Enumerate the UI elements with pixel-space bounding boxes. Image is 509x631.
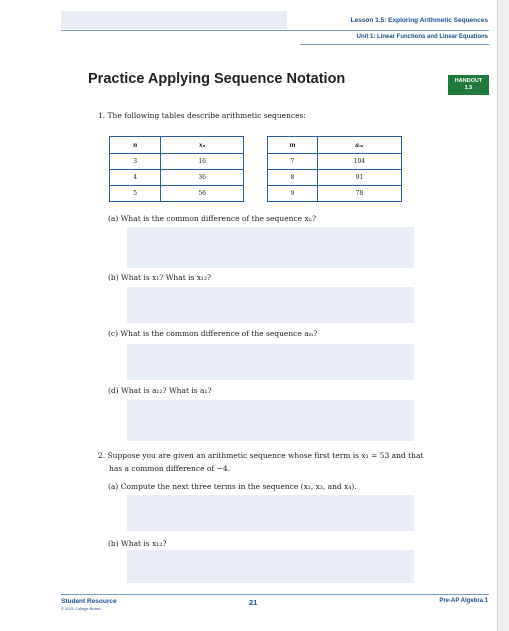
table-cell: 104 — [317, 154, 401, 170]
footer-left: Student Resource — [61, 598, 117, 605]
table-cell: 5 — [110, 186, 161, 202]
table-cell: 7 — [268, 154, 318, 170]
name-field[interactable] — [61, 11, 287, 29]
question-2b: (b) What is x₁₂? — [108, 539, 167, 548]
question-1-stem: 1. The following tables describe arithmetic sequences: — [98, 111, 306, 120]
question-2-stem: 2. Suppose you are given an arithmetic sequence whose first term is x₁ = 53 and that — [98, 451, 424, 460]
table-row — [268, 154, 402, 170]
footer-copyright: © 2021 College Board — [61, 606, 101, 611]
question-1b: (b) What is x₁? What is x₁₂? — [108, 273, 212, 282]
table-cell: 56 — [161, 186, 244, 202]
page-number: 21 — [249, 598, 258, 607]
question-1d: (d) What is a₁₂? What is a₁? — [108, 386, 212, 395]
table-cell: 3 — [110, 154, 161, 170]
sequence-table-a — [267, 136, 402, 202]
lesson-label: Lesson 1.5: Exploring Arithmetic Sequences — [350, 17, 488, 24]
table-header: m — [268, 137, 318, 154]
table-cell: 8 — [268, 170, 318, 186]
table-header: n — [110, 137, 161, 154]
footer-rule — [61, 594, 489, 595]
table-header: xₙ — [161, 137, 244, 154]
answer-box-1a[interactable] — [127, 227, 414, 268]
answer-box-2b[interactable] — [127, 550, 414, 583]
question-1a: (a) What is the common difference of the sequence xₙ? — [108, 214, 316, 223]
header-rule-2 — [300, 44, 489, 45]
question-1c: (c) What is the common difference of the sequence aₘ? — [108, 329, 318, 338]
handout-badge — [448, 75, 489, 95]
page-title: Practice Applying Sequence Notation — [88, 71, 346, 87]
footer-right: Pre-AP Algebra 1 — [439, 598, 488, 604]
table-header: aₘ — [317, 137, 401, 154]
question-2a: (a) Compute the next three terms in the sequence (x₂, x₃, and x₄). — [108, 482, 357, 491]
handout-number: 1.5 — [464, 85, 473, 91]
answer-box-2a[interactable] — [127, 495, 414, 531]
table-row — [110, 154, 244, 170]
unit-label: Unit 1: Linear Functions and Linear Equations — [356, 34, 488, 40]
table-row — [110, 186, 244, 202]
sequence-table-x — [109, 136, 244, 202]
table-row — [110, 170, 244, 186]
page-edge — [497, 0, 509, 631]
answer-box-1c[interactable] — [127, 344, 414, 380]
table-row — [268, 170, 402, 186]
table-row — [268, 186, 402, 202]
header-rule — [61, 30, 489, 31]
table-cell: 4 — [110, 170, 161, 186]
table-cell: 78 — [317, 186, 401, 202]
question-2-stem-cont: has a common difference of −4. — [109, 464, 231, 473]
answer-box-1d[interactable] — [127, 400, 414, 441]
table-cell: 91 — [317, 170, 401, 186]
table-cell: 36 — [161, 170, 244, 186]
table-cell: 16 — [161, 154, 244, 170]
answer-box-1b[interactable] — [127, 287, 414, 323]
table-cell: 9 — [268, 186, 318, 202]
handout-label: HANDOUT — [454, 78, 483, 84]
